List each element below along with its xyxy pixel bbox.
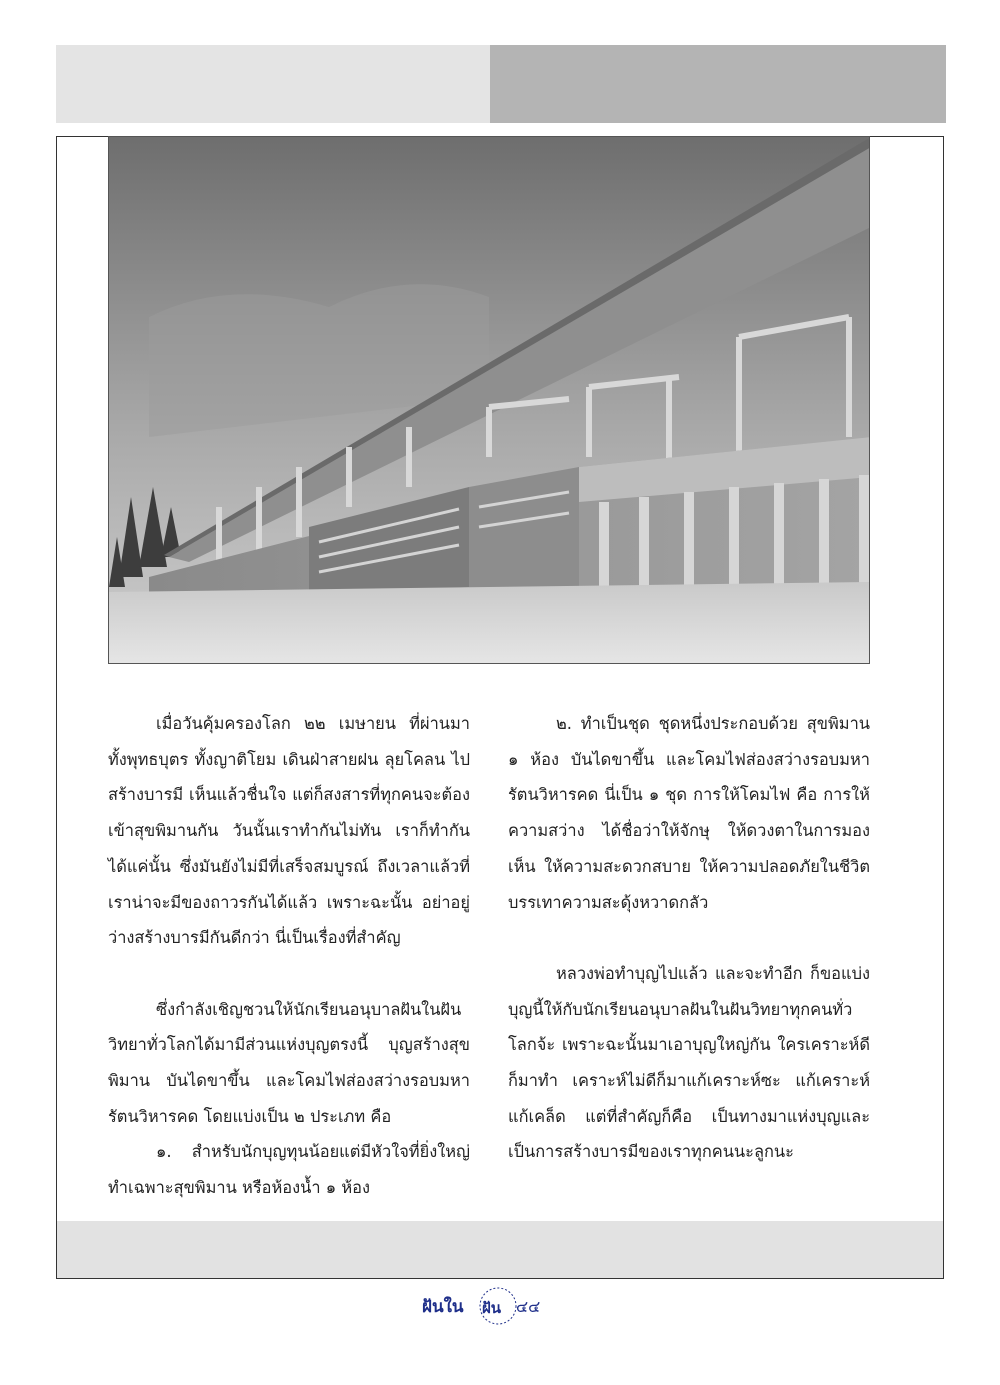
svg-text:ฝันใน: ฝันใน [422, 1297, 464, 1317]
article-left-column [108, 706, 470, 1206]
paragraph: เมื่อวันคุ้มครองโลก ๒๒ เมษายน ที่ผ่านมา ทั้งพุทธบุตร ทั้งญาติโยม เดินฝ่าสายฝน ลุยโคลน ไปสร้างบารมี เห็นแล้วชื่นใจ แต่ก็สงสารที่ทุกคนจะต้องเข้าสุขพิมานกัน วันนั้นเราทำกันไม่ทัน เราก็ทำกันได้แค่นั้น ซึ่งมันยังไม่มีที่เสร็จสมบูรณ์ ถึงเวลาแล้วที่เราน่าจะมีของถาวรกันได้แล้ว เพราะฉะนั้น อย่าอยู่ว่างสร้างบารมีกันดีกว่า นี่เป็นเรื่องที่สำคัญ [108, 714, 470, 948]
article-right-column [508, 706, 870, 1170]
page-number: ๔๔ [516, 1297, 541, 1316]
header-band-light [56, 45, 490, 123]
paragraph-gap [108, 956, 470, 992]
header-band-dark [490, 45, 946, 123]
paragraph: ๑. สำหรับนักบุญทุนน้อยแต่มีหัวใจที่ยิ่งใหญ่ ทำเฉพาะสุขพิมาน หรือห้องน้ำ ๑ ห้อง [108, 1142, 470, 1198]
paragraph: ๒. ทำเป็นชุด ชุดหนึ่งประกอบด้วย สุขพิมาน ๑ ห้อง บันไดขาขึ้น และโคมไฟส่องสว่างรอบมหารัตนวิหารคด นี่เป็น ๑ ชุด การให้โคมไฟ คือ การให้ความสว่าง ได้ชื่อว่าให้จักษุ ให้ดวงตาในการมองเห็น ให้ความสะดวกสบาย ให้ความปลอดภัยในชีวิต บรรเทาความสะดุ้งหวาดกลัว [508, 714, 870, 912]
footer-band [57, 1221, 943, 1278]
svg-text:ฝัน: ฝัน [482, 1299, 502, 1317]
paragraph: หลวงพ่อทำบุญไปแล้ว และจะทำอีก ก็ขอแบ่งบุญนี้ให้กับนักเรียนอนุบาลฝันในฝันวิทยาทุกคนทั่วโลกจ้ะ เพราะฉะนั้นมาเอาบุญใหญ่กัน ใครเคราะห์ดีก็มาทำ เคราะห์ไม่ดีก็มาแก้เคราะห์ซะ แก้เคราะห์ แก้เคล็ด แต่ที่สำคัญก็คือ เป็นทางมาแห่งบุญและเป็นการสร้างบารมีของเราทุกคนนะลูกนะ [508, 963, 870, 1162]
paragraph: ซึ่งกำลังเชิญชวนให้นักเรียนอนุบาลฝันในฝันวิทยาทั่วโลกได้มามีส่วนแห่งบุญตรงนี้ บุญสร้างสุขพิมาน บันไดขาขึ้น และโคมไฟส่องสว่างรอบมหารัตนวิหารคด โดยแบ่งเป็น ๒ ประเภท คือ [108, 999, 470, 1126]
building-render-image [109, 137, 870, 664]
magazine-logo-icon [420, 1286, 580, 1330]
building-photo [108, 136, 870, 664]
paragraph-gap [508, 920, 870, 956]
